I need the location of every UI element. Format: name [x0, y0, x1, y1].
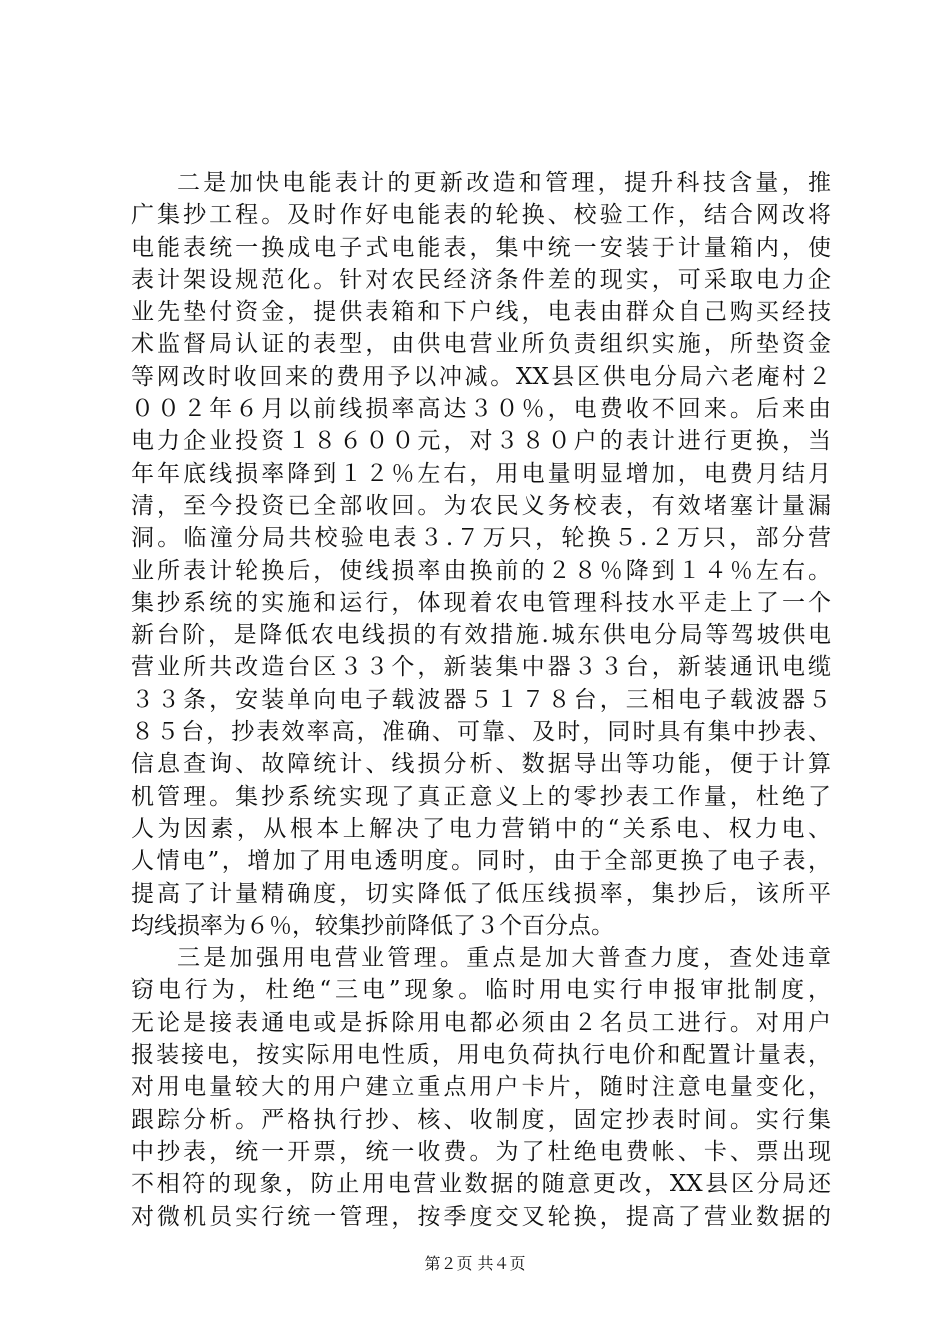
text-line: 新台阶，是降低农电线损的有效措施.城东供电分局等驾坡供电: [131, 622, 831, 649]
text-line: 二是加快电能表计的更新改造和管理，提升科技含量，推: [177, 170, 831, 196]
text-line: 人为因素，从根本上解决了电力营销中的“关系电、权力电、: [131, 815, 831, 842]
text-line: 清，至今投资已全部收回。为农民义务校表，有效堵塞计量漏: [131, 492, 831, 519]
body-text: [131, 167, 831, 1233]
text-line: 机管理。集抄系统实现了真正意义上的零抄表工作量，杜绝了: [131, 783, 831, 810]
text-line: 三是加强用电营业管理。重点是加大普查力度，查处违章: [177, 945, 831, 972]
text-line: 业先垫付资金，提供表箱和下户线，电表由群众自己购买经技: [131, 299, 831, 326]
text-line: 信息查询、故障统计、线损分析、数据导出等功能，便于计算: [131, 751, 831, 778]
text-line: ００２年６月以前线损率高达３０％，电费收不回来。后来由: [131, 396, 831, 423]
text-line: 均线损率为６％，较集抄前降低了３个百分点。: [131, 912, 614, 939]
text-line: 对用电量较大的用户建立重点用户卡片，随时注意电量变化，: [131, 1074, 831, 1101]
text-line: 无论是接表通电或是拆除用电都必须由２名员工进行。对用户: [131, 1009, 831, 1036]
text-line: 对微机员实行统一管理，按季度交叉轮换，提高了营业数据的: [131, 1203, 831, 1230]
paragraph: [131, 942, 831, 1233]
text-line: 广集抄工程。及时作好电能表的轮换、校验工作，结合网改将: [131, 202, 831, 229]
text-line: 年年底线损率降到１２％左右，用电量明显增加，电费月结月: [131, 460, 831, 487]
text-line: 电力企业投资１８６００元，对３８０户的表计进行更换，当: [131, 428, 831, 455]
text-line: 洞。临潼分局共校验电表３.７万只，轮换５.２万只，部分营: [131, 525, 831, 552]
page-number-footer: 第２页 共４页: [424, 1254, 526, 1273]
text-line: 提高了计量精确度，切实降低了低压线损率，集抄后，该所平: [131, 880, 831, 907]
text-line: 窃电行为，杜绝“三电”现象。临时用电实行申报审批制度，: [131, 977, 831, 1004]
text-line: 电能表统一换成电子式电能表，集中统一安装于计量箱内，使: [131, 234, 831, 261]
text-line: ３３条，安装单向电子载波器５１７８台，三相电子载波器５: [131, 686, 831, 713]
text-line: 等网改时收回来的费用予以冲减。XX县区供电分局六老庵村２: [131, 363, 831, 390]
text-line: 营业所共改造台区３３个，新装集中器３３台，新装通讯电缆: [131, 654, 831, 681]
text-line: 报装接电，按实际用电性质，用电负荷执行电价和配置计量表，: [131, 1042, 831, 1069]
text-line: 不相符的现象，防止用电营业数据的随意更改，XX县区分局还: [131, 1171, 831, 1198]
text-line: 表计架设规范化。针对农民经济条件差的现实，可采取电力企: [131, 266, 831, 293]
text-line: 跟踪分析。严格执行抄、核、收制度，固定抄表时间。实行集: [131, 1106, 831, 1133]
text-line: ８５台，抄表效率高，准确、可靠、及时，同时具有集中抄表、: [131, 719, 831, 746]
text-line: 集抄系统的实施和运行，体现着农电管理科技水平走上了一个: [131, 589, 831, 616]
text-line: 术监督局认证的表型，由供电营业所负责组织实施，所垫资金: [131, 331, 831, 358]
paragraph: [131, 167, 831, 942]
text-line: 业所表计轮换后，使线损率由换前的２８％降到１４％左右。: [131, 557, 831, 584]
text-line: 人情电”，增加了用电透明度。同时，由于全部更换了电子表，: [131, 848, 831, 875]
text-line: 中抄表，统一开票，统一收费。为了杜绝电费帐、卡、票出现: [131, 1138, 831, 1165]
